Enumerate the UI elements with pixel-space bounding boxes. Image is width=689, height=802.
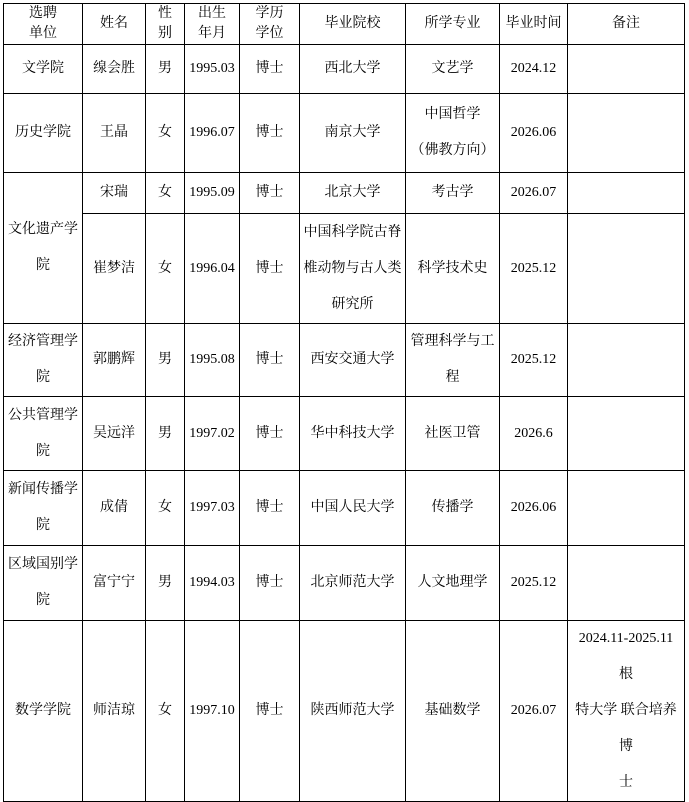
cell-unit: 区域国别学 院 — [4, 546, 83, 621]
cell-remark — [568, 173, 685, 214]
table-row — [4, 546, 685, 621]
cell-name: 王晶 — [83, 94, 146, 173]
cell-school: 西安交通大学 — [300, 324, 406, 397]
col-header-major: 所学专业 — [406, 4, 500, 45]
cell-major: 考古学 — [406, 173, 500, 214]
cell-unit: 文化遗产学 院 — [4, 173, 83, 324]
cell-birth: 1997.10 — [185, 621, 240, 802]
recruitment-roster-table — [3, 3, 685, 802]
cell-degree: 博士 — [240, 214, 300, 324]
col-header-remark: 备注 — [568, 4, 685, 45]
cell-unit: 新闻传播学 院 — [4, 471, 83, 546]
cell-remark: 2024.11-2025.11 根 特大学 联合培养博 士 — [568, 621, 685, 802]
cell-school: 中国人民大学 — [300, 471, 406, 546]
cell-school: 华中科技大学 — [300, 397, 406, 471]
cell-remark — [568, 45, 685, 94]
col-header-unit: 选聘 单位 — [4, 4, 83, 45]
cell-gender: 女 — [146, 621, 185, 802]
cell-name: 宋瑞 — [83, 173, 146, 214]
cell-school: 陕西师范大学 — [300, 621, 406, 802]
cell-birth: 1997.03 — [185, 471, 240, 546]
cell-name: 崔梦洁 — [83, 214, 146, 324]
table-row — [4, 45, 685, 94]
cell-school: 北京大学 — [300, 173, 406, 214]
cell-remark — [568, 214, 685, 324]
cell-degree: 博士 — [240, 173, 300, 214]
cell-major: 传播学 — [406, 471, 500, 546]
header-row — [4, 4, 685, 45]
cell-grad: 2024.12 — [500, 45, 568, 94]
cell-birth: 1996.07 — [185, 94, 240, 173]
cell-remark — [568, 397, 685, 471]
cell-grad: 2026.06 — [500, 471, 568, 546]
cell-remark — [568, 324, 685, 397]
cell-grad: 2025.12 — [500, 546, 568, 621]
cell-unit: 历史学院 — [4, 94, 83, 173]
cell-remark — [568, 471, 685, 546]
col-header-birth: 出生 年月 — [185, 4, 240, 45]
cell-school: 南京大学 — [300, 94, 406, 173]
cell-name: 郭鹏辉 — [83, 324, 146, 397]
cell-name: 缐会胜 — [83, 45, 146, 94]
cell-unit: 数学学院 — [4, 621, 83, 802]
cell-gender: 女 — [146, 214, 185, 324]
cell-remark — [568, 94, 685, 173]
cell-name: 师洁琼 — [83, 621, 146, 802]
cell-birth: 1995.09 — [185, 173, 240, 214]
cell-school: 西北大学 — [300, 45, 406, 94]
cell-grad: 2026.6 — [500, 397, 568, 471]
col-header-degree: 学历 学位 — [240, 4, 300, 45]
cell-school: 中国科学院古脊 椎动物与古人类 研究所 — [300, 214, 406, 324]
cell-name: 成倩 — [83, 471, 146, 546]
cell-birth: 1994.03 — [185, 546, 240, 621]
cell-birth: 1995.03 — [185, 45, 240, 94]
cell-gender: 男 — [146, 45, 185, 94]
cell-birth: 1996.04 — [185, 214, 240, 324]
cell-major: 管理科学与工 程 — [406, 324, 500, 397]
col-header-grad: 毕业时间 — [500, 4, 568, 45]
cell-degree: 博士 — [240, 94, 300, 173]
table-row — [4, 397, 685, 471]
cell-name: 吴远洋 — [83, 397, 146, 471]
cell-unit: 公共管理学 院 — [4, 397, 83, 471]
cell-gender: 女 — [146, 94, 185, 173]
cell-grad: 2026.06 — [500, 94, 568, 173]
cell-grad: 2025.12 — [500, 214, 568, 324]
cell-degree: 博士 — [240, 471, 300, 546]
cell-birth: 1995.08 — [185, 324, 240, 397]
cell-grad: 2025.12 — [500, 324, 568, 397]
cell-name: 富宁宁 — [83, 546, 146, 621]
table-row — [4, 471, 685, 546]
table-row — [4, 94, 685, 173]
cell-major: 文艺学 — [406, 45, 500, 94]
cell-major: 人文地理学 — [406, 546, 500, 621]
table-row — [4, 173, 685, 214]
table-row — [4, 214, 685, 324]
cell-degree: 博士 — [240, 397, 300, 471]
cell-degree: 博士 — [240, 324, 300, 397]
cell-remark — [568, 546, 685, 621]
cell-degree: 博士 — [240, 546, 300, 621]
cell-major: 社医卫管 — [406, 397, 500, 471]
cell-gender: 男 — [146, 546, 185, 621]
cell-birth: 1997.02 — [185, 397, 240, 471]
cell-major: 基础数学 — [406, 621, 500, 802]
cell-unit: 文学院 — [4, 45, 83, 94]
cell-major: 中国哲学 （佛教方向） — [406, 94, 500, 173]
cell-unit: 经济管理学 院 — [4, 324, 83, 397]
cell-gender: 男 — [146, 397, 185, 471]
table-row — [4, 621, 685, 802]
cell-gender: 女 — [146, 471, 185, 546]
cell-grad: 2026.07 — [500, 621, 568, 802]
cell-degree: 博士 — [240, 45, 300, 94]
cell-degree: 博士 — [240, 621, 300, 802]
cell-gender: 女 — [146, 173, 185, 214]
table-row — [4, 324, 685, 397]
col-header-gender: 性 别 — [146, 4, 185, 45]
cell-major: 科学技术史 — [406, 214, 500, 324]
cell-grad: 2026.07 — [500, 173, 568, 214]
cell-gender: 男 — [146, 324, 185, 397]
cell-school: 北京师范大学 — [300, 546, 406, 621]
col-header-name: 姓名 — [83, 4, 146, 45]
col-header-school: 毕业院校 — [300, 4, 406, 45]
